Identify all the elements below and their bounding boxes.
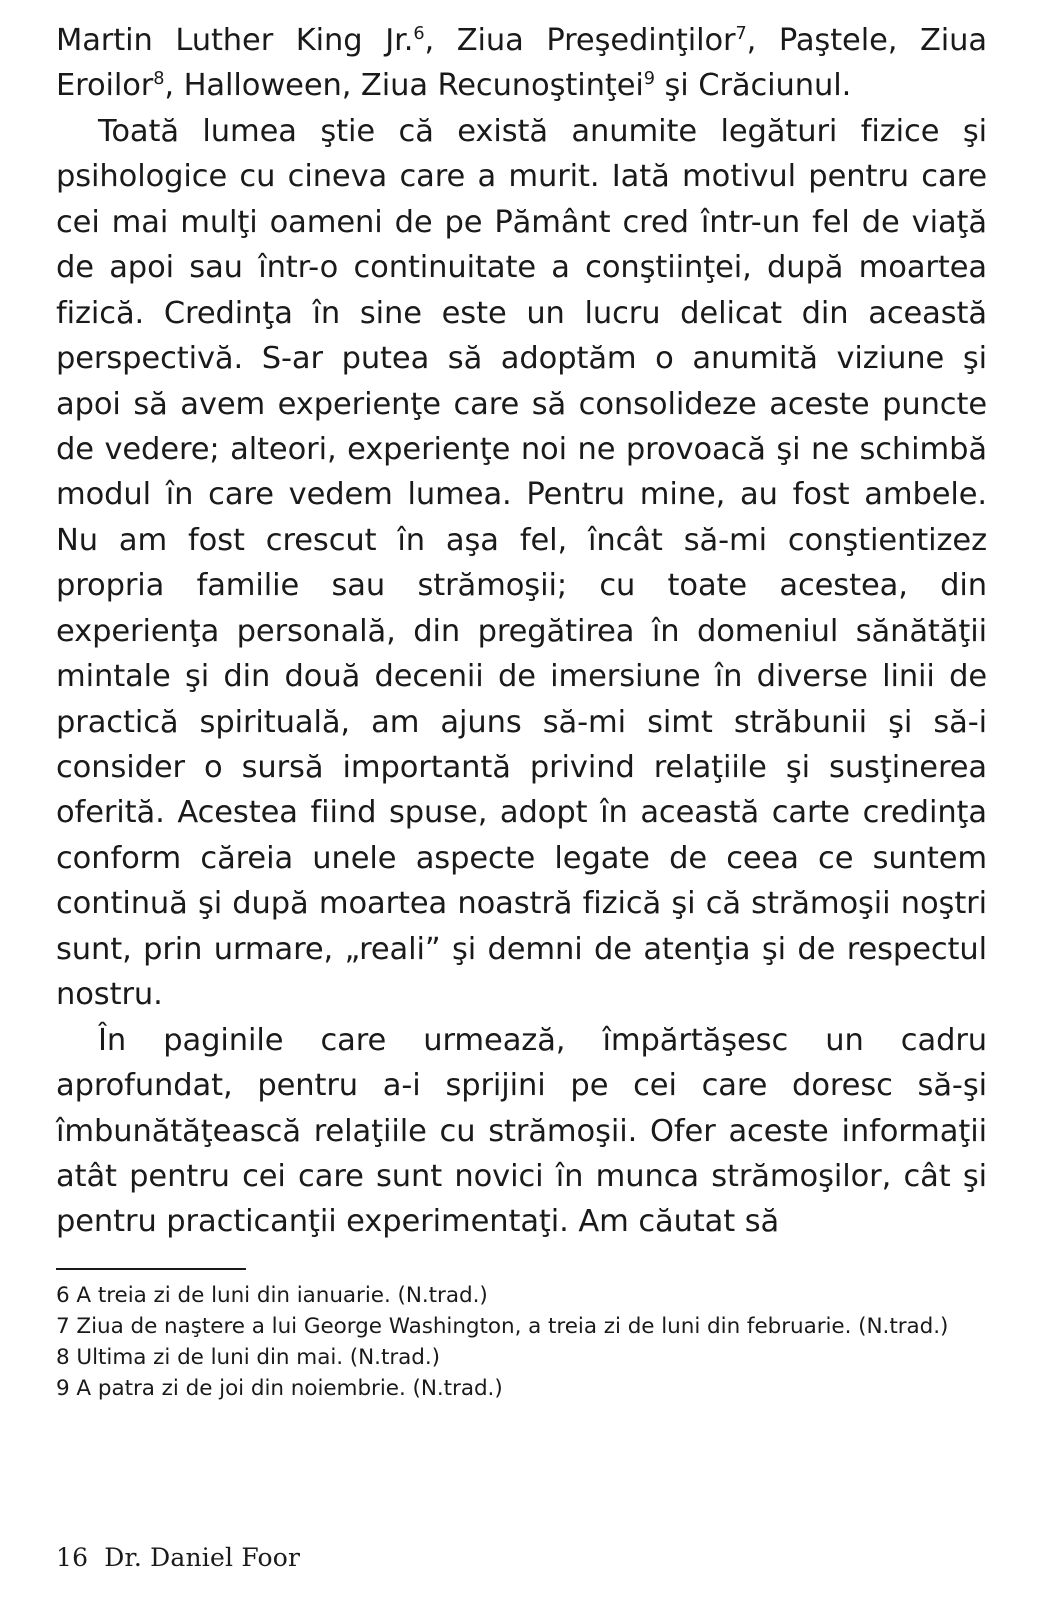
footnote-separator	[56, 1268, 246, 1270]
page-number: 16	[56, 1543, 89, 1572]
footnotes-block	[56, 1281, 987, 1405]
paragraph-1: Martin Luther King Jr.$^6$, Ziua Preşedinţilor$^7$, Paştele, Ziua Eroilor$^8$, Halloween, Ziua Recunoştinţei$^9$ şi Crăciunul.	[56, 23, 987, 104]
paragraph-3: În paginile care urmează, împărtăşesc un cadru aprofundat, pentru a-i sprijini pe cei care doresc să-şi îmbunătăţească relaţiile cu strămoşii. Ofer aceste informaţii atât pentru cei care sunt novici în munca strămoşilor, cât şi pentru practicanţii experimentaţi. Am căutat să	[56, 1022, 987, 1240]
page-footer	[56, 1543, 300, 1572]
footnote-marker: 6	[413, 23, 425, 44]
footnote-marker: 8	[153, 69, 165, 90]
footnote-item: 6 A treia zi de luni din ianuarie. (N.trad.)	[56, 1282, 488, 1308]
footnote-item: 7 Ziua de naştere a lui George Washington, a treia zi de luni din februarie. (N.trad.)	[56, 1313, 949, 1339]
footnote-item: 8 Ultima zi de luni din mai. (N.trad.)	[56, 1344, 440, 1370]
body-text	[56, 18, 987, 1245]
paragraph-2: Toată lumea ştie că există anumite legături fizice şi psihologice cu cineva care a murit. Iată motivul pentru care cei mai mulţi oameni de pe Pământ cred într-un fel de viaţă de apoi sau într-o continuitate a conştiinţei, după moartea fizică. Credinţa în sine este un lucru delicat din această perspectivă. S-ar putea să adoptăm o anumită viziune şi apoi să avem experienţe care să consolideze aceste puncte de vedere; alteori, experienţe noi ne provoacă şi ne schimbă modul în care vedem lumea. Pentru mine, au fost ambele. Nu am fost crescut în aşa fel, încât să-mi conştientizez propria familie sau strămoşii; cu toate acestea, din experienţa personală, din pregătirea în domeniul sănătăţii mintale şi din două decenii de imersiune în diverse linii de practică spirituală, am ajuns să-mi simt străbunii şi să-i consider o sursă importantă privind relaţiile şi susţinerea oferită. Acestea fiind spuse, adopt în această carte credinţa conform căreia unele aspecte legate de ceea ce suntem continuă şi după moartea noastră fizică şi că strămoşii noştri sunt, prin urmare, „reali” şi demni de atenţia şi de respectul nostru.	[56, 113, 987, 1013]
running-head: Dr. Daniel Foor	[104, 1543, 301, 1572]
footnote-item: 9 A patra zi de joi din noiembrie. (N.trad.)	[56, 1375, 503, 1401]
footnote-marker: 7	[735, 23, 747, 44]
footnote-marker: 9	[643, 69, 655, 90]
